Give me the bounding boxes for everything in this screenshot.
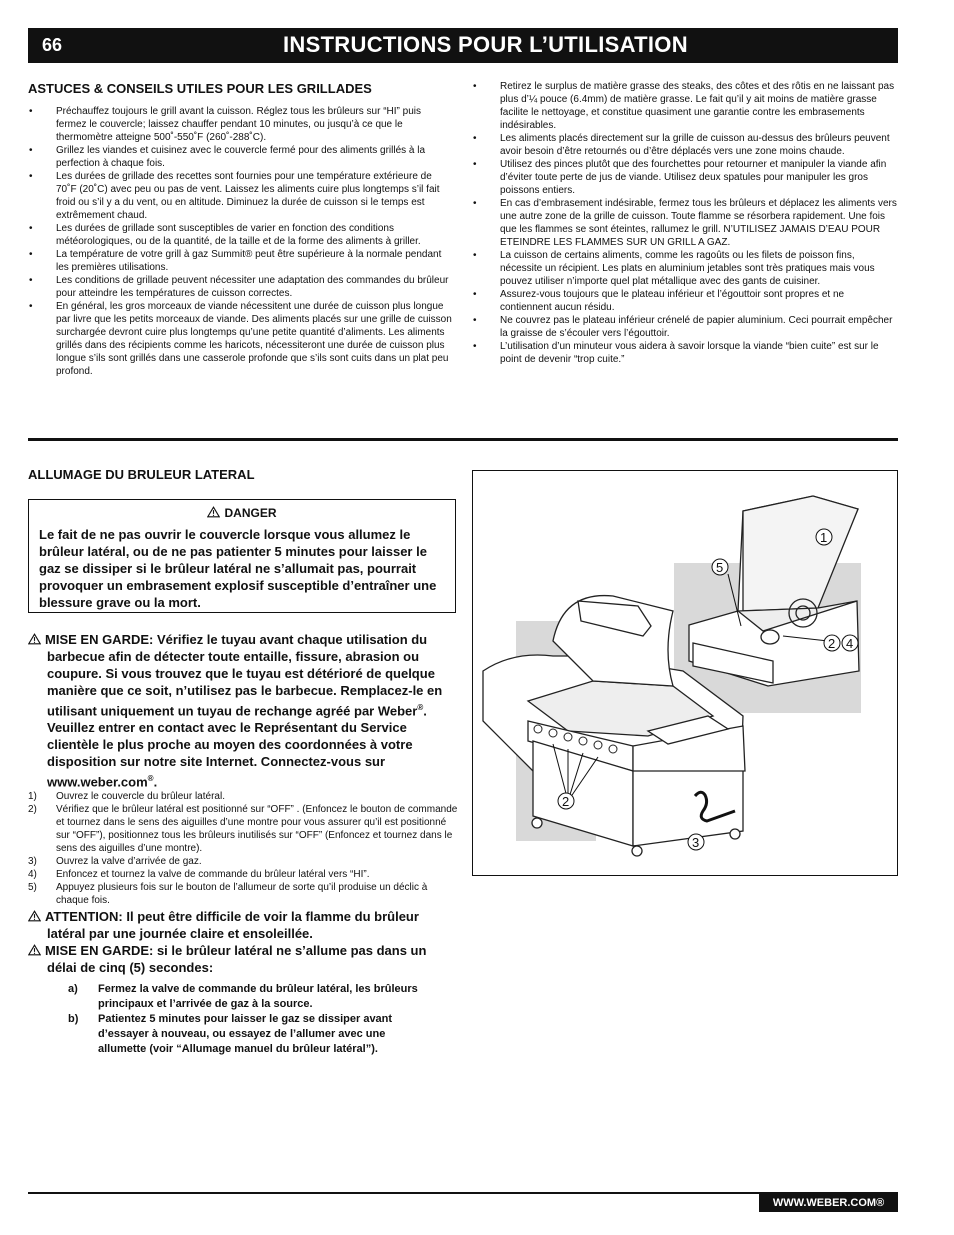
lighting-step bbox=[28, 855, 458, 868]
tip-item: • La température de votre grill à gaz Summit® peut être supérieure à la normale pendant les premières utilisations. bbox=[29, 248, 453, 274]
step-text: Ouvrez le couvercle du brûleur latéral. bbox=[56, 791, 225, 802]
step-text: Fermez la valve de commande du brûleur latéral, les brûleurs principaux et l’arrivée de gaz à la source. bbox=[98, 983, 418, 1010]
danger-title-row bbox=[39, 506, 445, 520]
tips-list-right bbox=[473, 80, 898, 366]
step-number: 5) bbox=[28, 882, 37, 893]
caster-wheel bbox=[532, 818, 542, 828]
warning-triangle-icon bbox=[28, 910, 41, 922]
tip-item: • Préchauffez toujours le grill avant la cuisson. Réglez tous les brûleurs sur “HI” puis fermez le couvercle; laissez chauffer pendant 10 minutes, ou jusqu’à ce que le thermomètre atteigne 500˚-550˚F (260˚-288˚C). bbox=[29, 105, 453, 144]
hose-warning-text-a: MISE EN GARDE: Vérifiez le tuyau avant chaque utilisation du barbecue afin de détecter toute entaille, fissure, abrasion ou coupure. Si vous trouvez que le tuyau est détérioré de quelque manière que ce soit, n’utilisez pas le barbecue. Remplacez-le en utilisant uniquement un tuyau de rechange agréé par Weber bbox=[45, 632, 443, 719]
tip-item: • En cas d’embrasement indésirable, fermez tous les brûleurs et déplacez les aliments vers une autre zone de la grille de cuisson. Toute flamme se résorbera rapidement. Une fois que les flammes se sont éteintes, rallumez le grill. N’UTILISEZ JAMAIS D’EAU POUR ETEINDRE LES FLAMMES SUR UN GRILL A GAZ. bbox=[473, 197, 898, 249]
failed-ignition-steps bbox=[68, 982, 428, 1057]
step-number: 1) bbox=[28, 791, 37, 802]
footer-website: WWW.WEBER.COM® bbox=[759, 1194, 898, 1212]
tips-list-left bbox=[29, 105, 453, 378]
step-number: 4) bbox=[28, 869, 37, 880]
lighting-step bbox=[28, 881, 458, 907]
attention-text: ATTENTION: Il peut être difficile de voir la flamme du brûleur latéral par une journée claire et ensoleillée. bbox=[45, 909, 419, 941]
tip-item: • Les conditions de grillade peuvent nécessiter une adaptation des commandes du brûleur pour atteindre les températures de cuisson correctes. bbox=[29, 274, 453, 300]
callout-2-side: 2 bbox=[828, 636, 836, 651]
side-burner-figure bbox=[472, 470, 898, 876]
warning-triangle-icon bbox=[28, 633, 41, 645]
tip-item: • Les durées de grillade des recettes sont fournies pour une température extérieure de 70˚F (20˚C) avec peu ou pas de vent. Laissez les aliments cuire plus longtemps s’il fait froid ou s’il y a du vent, ou en altitude. Diminuez la durée de cuisson si le temps est extrêmement chaud. bbox=[29, 170, 453, 222]
callout-4: 4 bbox=[846, 636, 854, 651]
step-letter: b) bbox=[68, 1013, 79, 1025]
section-divider bbox=[28, 438, 898, 441]
tip-item: • Les durées de grillade sont susceptibles de varier en fonction des conditions météorologiques, ou de la quantité, de la taille et de la forme des aliments à griller. bbox=[29, 222, 453, 248]
failed-ignition-step bbox=[68, 1012, 428, 1057]
step-text: Patientez 5 minutes pour laisser le gaz se dissiper avant d’essayer à nouveau, ou essayez de l’allumer avec une allumette (voir “Allumage manuel du brûleur latéral”). bbox=[98, 1013, 393, 1055]
tip-item: • Retirez le surplus de matière grasse des steaks, des côtes et des rôtis en ne laissant pas plus d’¼ pouce (6.4mm) de matière grasse. Le fait qu’il y ait moins de matière grasse facilite le nettoyage, et constitue quasiment une garantie contre les embrasements indésirables. bbox=[473, 80, 898, 132]
danger-box bbox=[28, 499, 456, 613]
lighting-step bbox=[28, 868, 458, 881]
lighting-step bbox=[28, 790, 458, 803]
hose-warning-period: . bbox=[153, 774, 158, 790]
tip-item: • Les aliments placés directement sur la grille de cuisson au-dessus des brûleurs peuvent avoir besoin d’être retournés ou d’être déplacés vers une zone moins chaude. bbox=[473, 132, 898, 158]
tips-heading: ASTUCES & CONSEILS UTILES POUR LES GRILLADES bbox=[28, 81, 372, 96]
warning-triangle-icon bbox=[28, 944, 41, 956]
registered-mark: ® bbox=[417, 703, 424, 712]
danger-text: Le fait de ne pas ouvrir le couvercle lorsque vous allumez le brûleur latéral, ou de ne pas patienter 5 minutes pour laisser le gaz se dissiper si le brûleur latéral ne s’allumait pas, pourrait provoquer un embrasement explosif susceptible d’entraîner une blessure grave ou la mort. bbox=[39, 527, 437, 610]
failed-ignition-step bbox=[68, 982, 428, 1012]
hose-warning bbox=[28, 631, 458, 791]
step-text: Appuyez plusieurs fois sur le bouton de l’allumeur de sorte qu’il produise un déclic à chaque fois. bbox=[56, 882, 428, 906]
callout-2-main: 2 bbox=[562, 794, 570, 809]
step-text: Ouvrez la valve d’arrivée de gaz. bbox=[56, 856, 202, 867]
danger-title: DANGER bbox=[224, 506, 277, 520]
caster-wheel bbox=[632, 846, 642, 856]
tip-item: • La cuisson de certains aliments, comme les ragoûts ou les filets de poisson fins, nécessite un récipient. Les plats en aluminium jetables sont très pratiques mais vous pouvez utiliser n’importe quel plat métallique avec des gants de cuisiner. bbox=[473, 249, 898, 288]
tip-item: • Grillez les viandes et cuisinez avec le couvercle fermé pour des aliments grillés à la perfection à chaque fois. bbox=[29, 144, 453, 170]
step-text: Vérifiez que le brûleur latéral est positionné sur “OFF” . (Enfoncez le bouton de commande et tournez dans le sens des aiguilles d’une montre pour vous assurer qu’il est positionné sur “OFF”), positionnez tous les brûleurs inutilisés sur “OFF” (Enfoncez et tournez dans le sens des aiguilles d’une montre). bbox=[56, 804, 458, 854]
control-knob bbox=[761, 630, 779, 644]
tip-item: • Ne couvrez pas le plateau inférieur crénelé de papier aluminium. Ceci pourrait empêcher la graisse de s’écouler vers l’égouttoir. bbox=[473, 314, 898, 340]
registered-mark: ® bbox=[147, 774, 154, 784]
attention-note bbox=[28, 908, 458, 942]
grill-illustration bbox=[473, 471, 897, 875]
step-number: 3) bbox=[28, 856, 37, 867]
hose-warning-text-b: . Veuillez entrer en contact avec le Représentant du Service clientèle le plus proche au moyen des coordonnées à votre disposition sur notre site Internet. Connectez-vous sur www.weber.com bbox=[47, 703, 427, 790]
step-letter: a) bbox=[68, 983, 78, 995]
page-title: INSTRUCTIONS POUR L’UTILISATION bbox=[283, 32, 688, 57]
step-text: Enfoncez et tournez la valve de commande du brûleur latéral vers “HI”. bbox=[56, 869, 370, 880]
ignition-warning-text: MISE EN GARDE: si le brûleur latéral ne s’allume pas dans un délai de cinq (5) secondes: bbox=[45, 943, 427, 975]
callout-5: 5 bbox=[716, 560, 724, 575]
page-number: 66 bbox=[42, 35, 63, 55]
callout-1: 1 bbox=[820, 530, 828, 545]
lighting-step bbox=[28, 803, 458, 855]
tip-item: • L’utilisation d’un minuteur vous aidera à savoir lorsque la viande “bien cuite” est sur le point de devenir “trop cuite.” bbox=[473, 340, 898, 366]
ignition-warning bbox=[28, 942, 458, 976]
tip-item: • En général, les gros morceaux de viande nécessitent une durée de cuisson plus longue par livre que les petits morceaux de viande. Des aliments placés sur une grille de cuisson surchargée devront cuire plus longtemps qu’une petite quantité d’aliments. Les aliments grillés dans des récipients comme les haricots, nécessiteront une durée de cuisson plus longue s’ils sont grillés dans une casserole profonde que s’ils sont cuits dans un plat peu profond. bbox=[29, 300, 453, 378]
tip-item: • Assurez-vous toujours que le plateau inférieur et l’égouttoir sont propres et ne contiennent aucun résidu. bbox=[473, 288, 898, 314]
page-header bbox=[28, 28, 898, 63]
side-burner-heading: ALLUMAGE DU BRULEUR LATERAL bbox=[28, 467, 255, 482]
callout-3: 3 bbox=[692, 835, 700, 850]
caster-wheel bbox=[730, 829, 740, 839]
tip-item: • Utilisez des pinces plutôt que des fourchettes pour retourner et manipuler la viande afin d’éviter toute perte de jus de viande. Utilisez deux spatules pour manipuler les gros poissons entiers. bbox=[473, 158, 898, 197]
step-number: 2) bbox=[28, 804, 37, 815]
lighting-steps bbox=[28, 790, 458, 907]
warning-triangle-icon bbox=[207, 506, 220, 518]
